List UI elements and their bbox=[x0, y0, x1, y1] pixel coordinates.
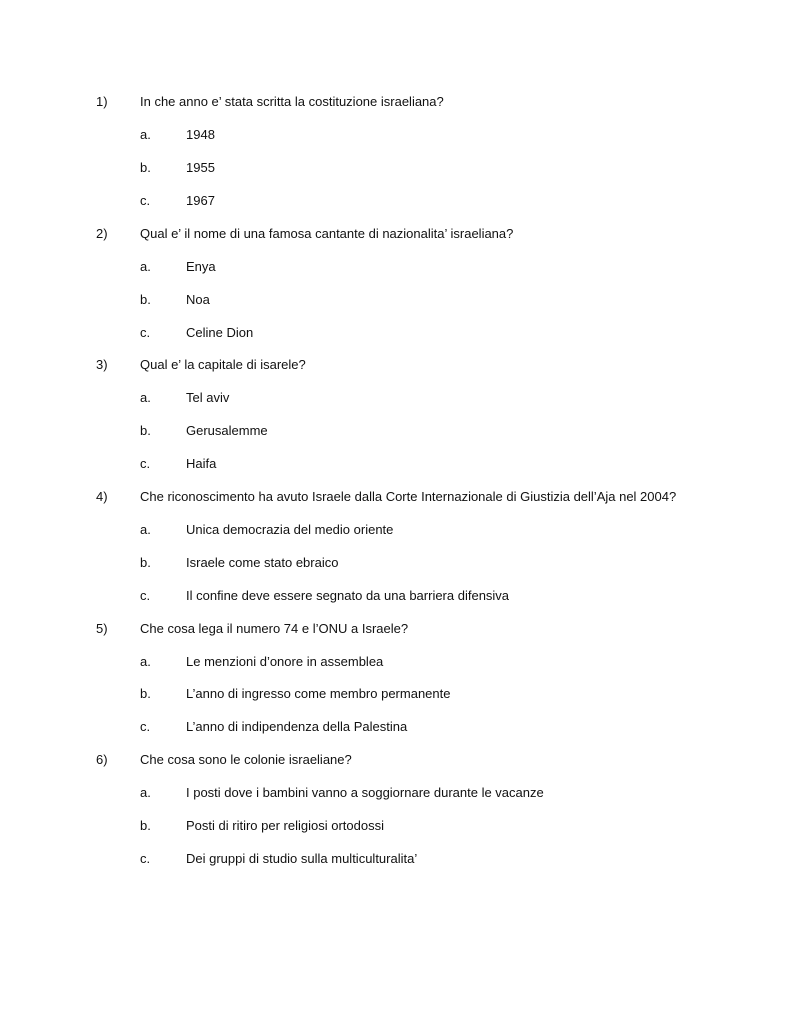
option-letter: b. bbox=[140, 555, 151, 570]
option-text: Le menzioni d’onore in assemblea bbox=[186, 654, 384, 669]
option-letter: a. bbox=[140, 127, 151, 142]
question-number: 1) bbox=[96, 94, 108, 109]
question-number: 3) bbox=[96, 357, 108, 372]
option-letter: a. bbox=[140, 522, 151, 537]
question-text: In che anno e’ stata scritta la costituzione israeliana? bbox=[140, 94, 444, 109]
option-letter: b. bbox=[140, 160, 151, 175]
option-text: I posti dove i bambini vanno a soggiornare durante le vacanze bbox=[186, 785, 544, 800]
option-text: 1955 bbox=[186, 160, 215, 175]
option-text: Posti di ritiro per religiosi ortodossi bbox=[186, 818, 384, 833]
option-text: Tel aviv bbox=[186, 390, 230, 405]
option-text: Noa bbox=[186, 292, 210, 307]
option-text: L’anno di ingresso come membro permanente bbox=[186, 686, 451, 701]
option-letter: a. bbox=[140, 785, 151, 800]
question-text: Qual e’ la capitale di isarele? bbox=[140, 357, 306, 372]
option-text: Unica democrazia del medio oriente bbox=[186, 522, 394, 537]
question-number: 2) bbox=[96, 226, 108, 241]
option-text: Enya bbox=[186, 259, 216, 274]
option-letter: c. bbox=[140, 851, 151, 866]
option-letter: c. bbox=[140, 325, 151, 340]
option-text: Dei gruppi di studio sulla multiculturalita’ bbox=[186, 851, 418, 866]
option-text: Gerusalemme bbox=[186, 423, 268, 438]
option-letter: a. bbox=[140, 259, 151, 274]
option-text: 1948 bbox=[186, 127, 215, 142]
option-letter: b. bbox=[140, 292, 151, 307]
question-number: 4) bbox=[96, 489, 108, 504]
option-letter: b. bbox=[140, 818, 151, 833]
option-text: Celine Dion bbox=[186, 325, 254, 340]
option-letter: c. bbox=[140, 588, 151, 603]
option-letter: b. bbox=[140, 686, 151, 701]
option-letter: c. bbox=[140, 193, 151, 208]
option-letter: c. bbox=[140, 719, 151, 734]
question-number: 5) bbox=[96, 621, 108, 636]
question-number: 6) bbox=[96, 752, 108, 767]
question-text: Che riconoscimento ha avuto Israele dalla Corte Internazionale di Giustizia dell’Aja nel 2004? bbox=[140, 489, 677, 504]
option-letter: a. bbox=[140, 654, 151, 669]
question-text: Qual e’ il nome di una famosa cantante di nazionalita’ israeliana? bbox=[140, 226, 514, 241]
option-letter: a. bbox=[140, 390, 151, 405]
option-text: 1967 bbox=[186, 193, 215, 208]
option-text: L’anno di indipendenza della Palestina bbox=[186, 719, 408, 734]
option-text: Haifa bbox=[186, 456, 217, 471]
option-text: Israele come stato ebraico bbox=[186, 555, 339, 570]
question-text: Che cosa lega il numero 74 e l’ONU a Israele? bbox=[140, 621, 409, 636]
option-letter: c. bbox=[140, 456, 151, 471]
question-text: Che cosa sono le colonie israeliane? bbox=[140, 752, 352, 767]
option-text: Il confine deve essere segnato da una barriera difensiva bbox=[186, 588, 510, 603]
option-letter: b. bbox=[140, 423, 151, 438]
